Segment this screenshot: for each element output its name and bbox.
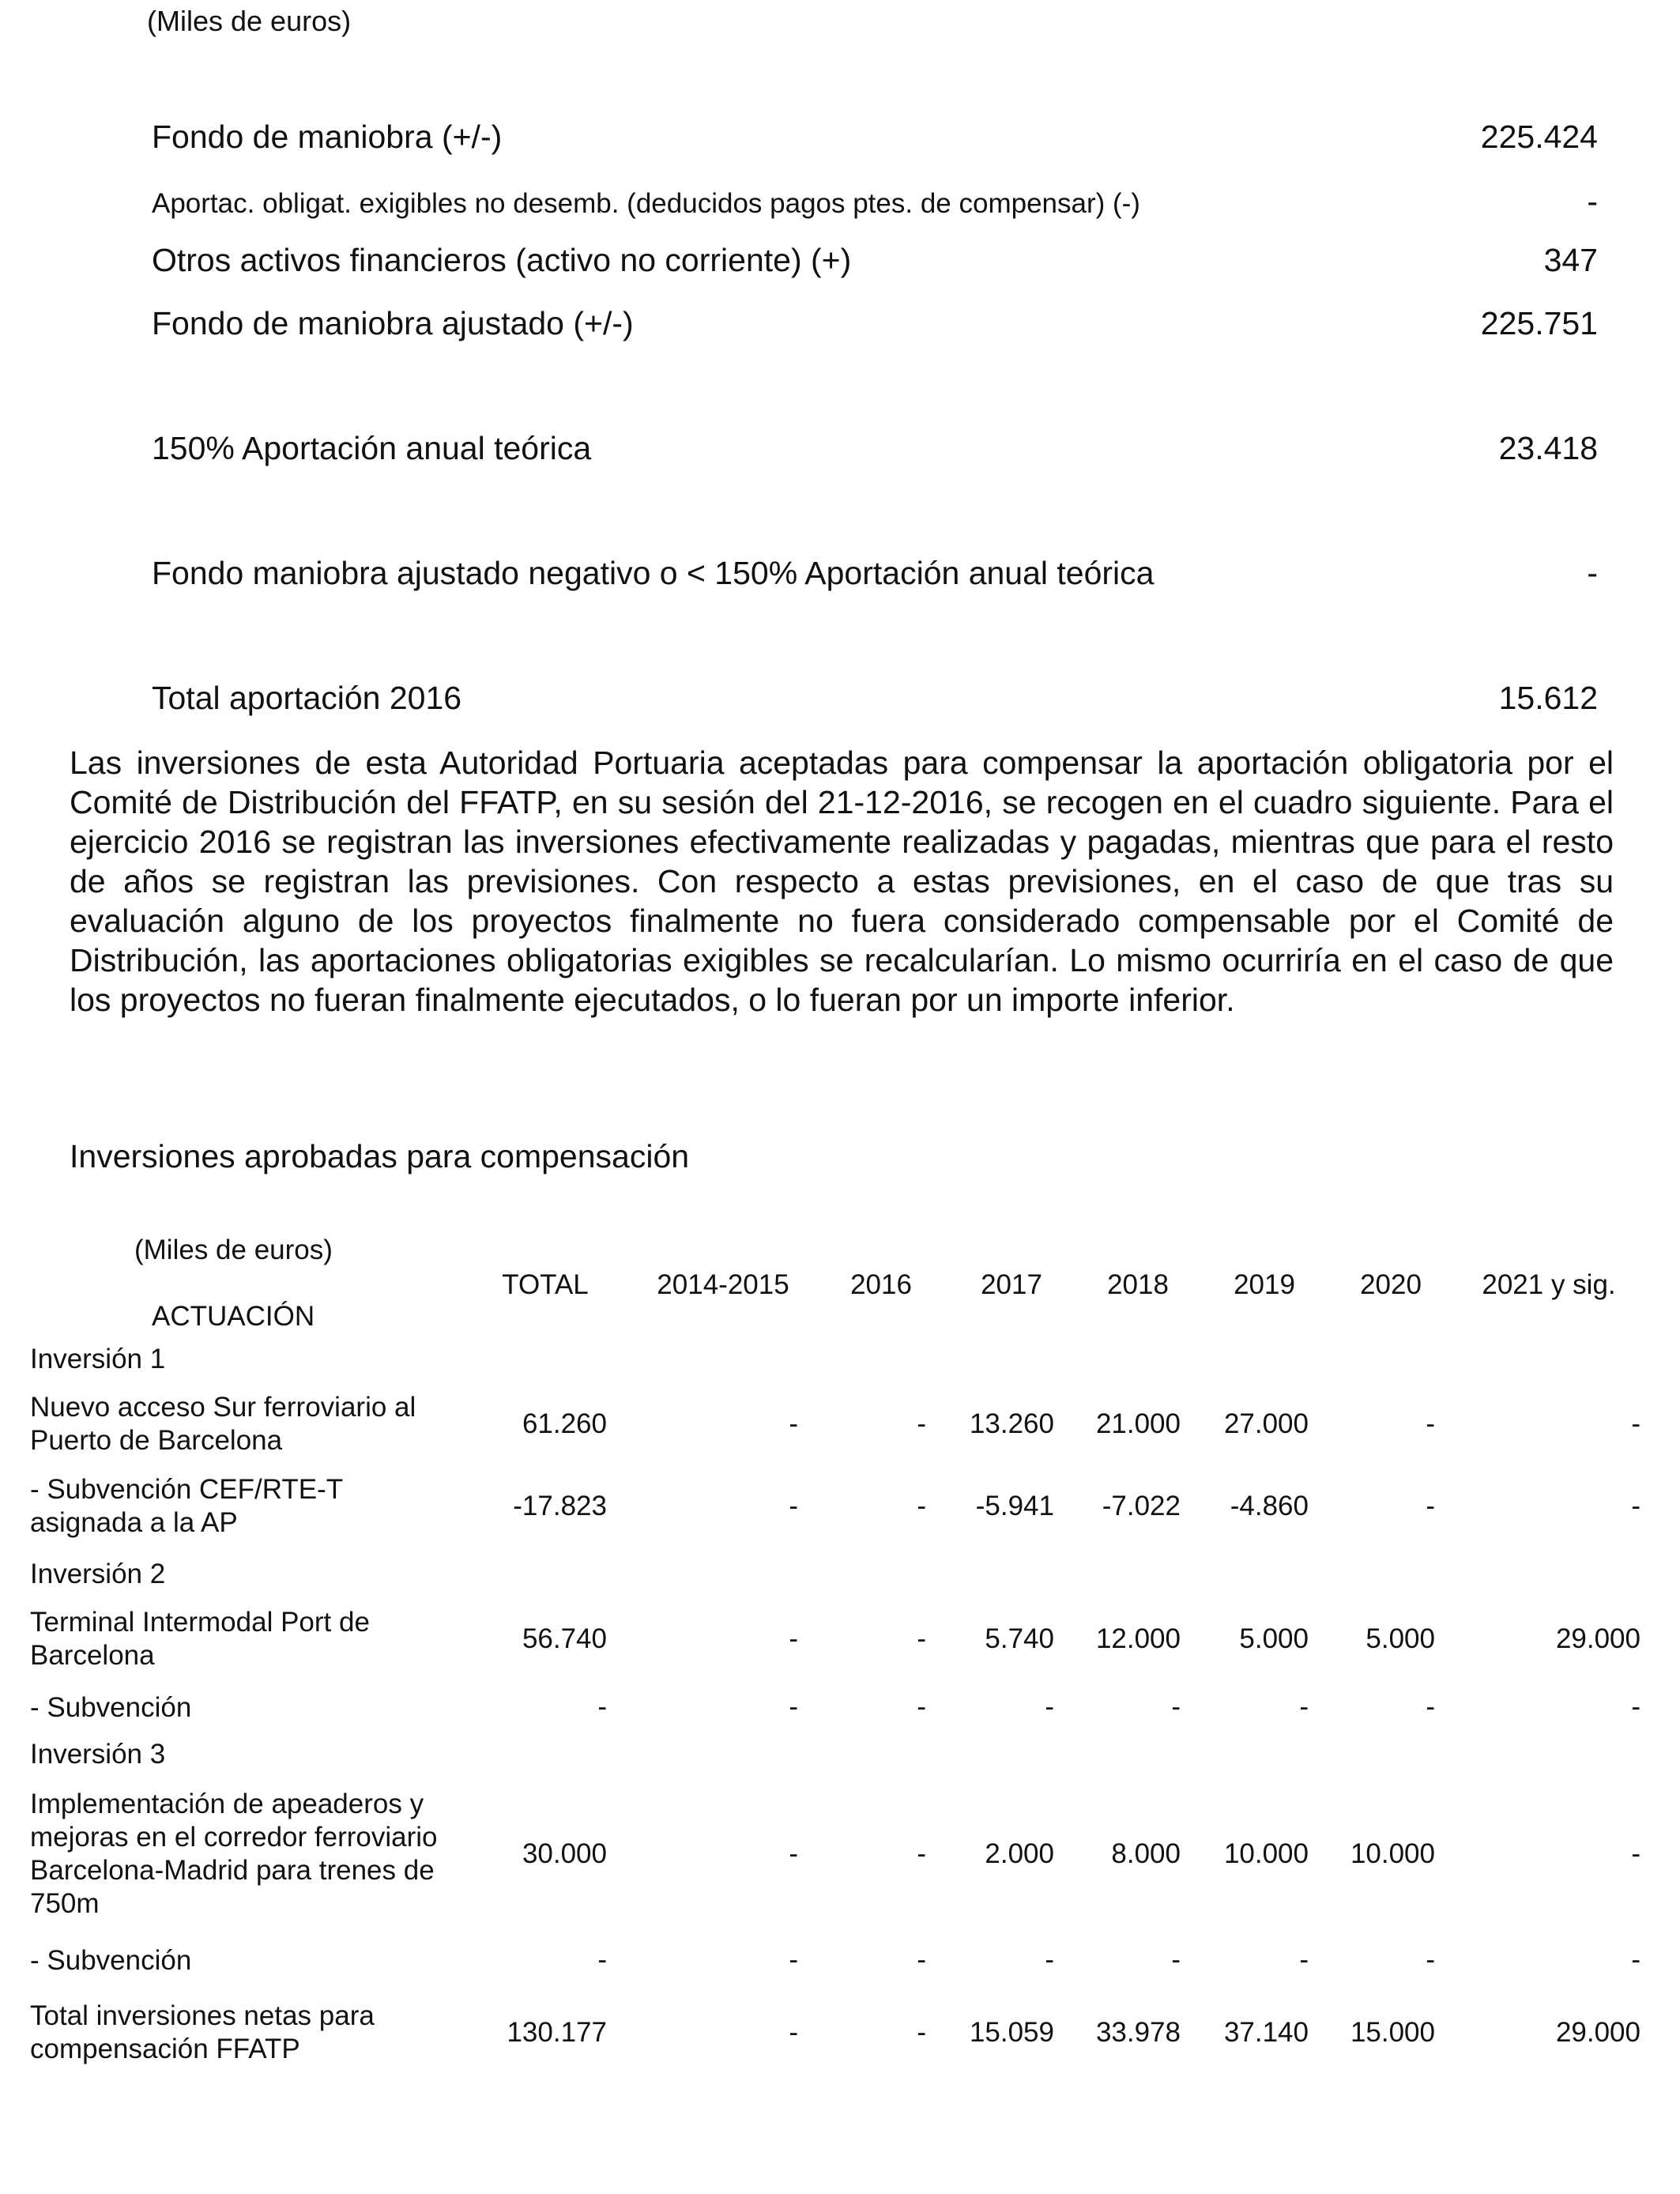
cell-2020: 10.000 [1350, 1838, 1435, 1869]
row-label: Total inversiones netas para compensación FFATP [30, 2000, 375, 2064]
cell-2017: 2.000 [985, 1838, 1054, 1869]
cell-2014-2015: - [789, 1691, 798, 1722]
cell-2018: 21.000 [1095, 1408, 1181, 1439]
col-header-total: TOTAL [502, 1269, 589, 1300]
summary-label: Fondo maniobra ajustado negativo o < 150% Aportación anual teórica [152, 555, 1155, 591]
summary-label: Fondo de maniobra ajustado (+/-) [152, 305, 634, 341]
cell-2018: 33.978 [1095, 2017, 1181, 2048]
cell-2019: - [1299, 1691, 1309, 1722]
cell-2014-2015: - [789, 1623, 798, 1654]
row-label: Implementación de apeaderos y mejoras en el corredor ferroviario Barcelona-Madrid para trenes de 750m [30, 1789, 438, 1919]
col-header-2014-2015: 2014-2015 [657, 1269, 789, 1300]
cell-total: -17.823 [513, 1491, 607, 1521]
summary-value: 23.418 [1498, 430, 1598, 466]
cell-2019: 27.000 [1223, 1408, 1309, 1439]
row-label: - Subvención [30, 1692, 192, 1723]
summary-row-fondo-maniobra [152, 119, 1598, 156]
summary-label: Otros activos financieros (activo no corriente) (+) [152, 242, 852, 278]
row-label: - Subvención [30, 1945, 192, 1976]
cell-2018: - [1171, 1944, 1181, 1975]
cell-2018: 12.000 [1095, 1623, 1181, 1654]
cell-2017: - [1045, 1944, 1054, 1975]
row-label: - Subvención CEF/RTE-T asignada a la AP [30, 1474, 343, 1538]
cell-2018: - [1171, 1691, 1181, 1722]
summary-label: 150% Aportación anual teórica [152, 430, 592, 466]
col-header-2017: 2017 [981, 1269, 1042, 1300]
cell-2020: 15.000 [1350, 2017, 1435, 2048]
units-caption: (Miles de euros) [147, 5, 352, 37]
table-actuacion-header: ACTUACIÓN [152, 1301, 315, 1332]
row-label: Nuevo acceso Sur ferroviario al Puerto de Barcelona [30, 1392, 416, 1456]
col-header-2021-sig: 2021 y sig. [1482, 1269, 1616, 1300]
cell-2016: - [917, 1691, 926, 1722]
cell-2020: - [1426, 1491, 1435, 1521]
section-label-inversion-3: Inversión 3 [30, 1739, 166, 1770]
cell-total: 30.000 [522, 1838, 607, 1869]
cell-2014-2015: - [789, 1944, 798, 1975]
section-label-inversion-2: Inversión 2 [30, 1559, 166, 1589]
cell-2016: - [917, 1838, 926, 1869]
summary-row-fondo-negativo [152, 555, 1598, 592]
cell-2020: 5.000 [1365, 1623, 1435, 1654]
col-header-2016: 2016 [850, 1269, 912, 1300]
col-header-2019: 2019 [1234, 1269, 1295, 1300]
table-heading: Inversiones aprobadas para compensación [70, 1138, 690, 1174]
cell-2021-sig: - [1631, 1944, 1640, 1975]
cell-2016: - [917, 1623, 926, 1654]
summary-label: Total aportación 2016 [152, 680, 462, 716]
cell-2014-2015: - [789, 2017, 798, 2048]
cell-2021-sig: - [1631, 1838, 1640, 1869]
cell-2016: - [917, 1944, 926, 1975]
cell-total: - [597, 1944, 607, 1975]
summary-value: - [1587, 183, 1598, 220]
cell-2014-2015: - [789, 1408, 798, 1439]
cell-2018: 8.000 [1111, 1838, 1181, 1869]
cell-2017: -5.941 [975, 1491, 1054, 1521]
cell-total: - [597, 1691, 607, 1722]
cell-2018: -7.022 [1102, 1491, 1181, 1521]
cell-2016: - [917, 1408, 926, 1439]
cell-2019: -4.860 [1230, 1491, 1309, 1521]
cell-2019: 37.140 [1223, 2017, 1309, 2048]
table-units-caption: (Miles de euros) [134, 1235, 333, 1265]
summary-value: 225.751 [1480, 305, 1598, 341]
summary-row-150-aportacion [152, 430, 1598, 467]
summary-row-fondo-ajustado [152, 305, 1598, 342]
cell-2020: - [1426, 1691, 1435, 1722]
cell-2021-sig: - [1631, 1691, 1640, 1722]
cell-2020: - [1426, 1944, 1435, 1975]
cell-2019: 5.000 [1239, 1623, 1309, 1654]
cell-2020: - [1426, 1408, 1435, 1439]
cell-total: 56.740 [522, 1623, 607, 1654]
section-label-inversion-1: Inversión 1 [30, 1344, 166, 1374]
col-header-2018: 2018 [1107, 1269, 1169, 1300]
summary-value: - [1587, 555, 1598, 591]
cell-2021-sig: 29.000 [1555, 1623, 1640, 1654]
summary-value: 15.612 [1498, 680, 1598, 716]
summary-row-total-aportacion [152, 680, 1598, 717]
summary-value: 225.424 [1480, 119, 1598, 155]
summary-label: Fondo de maniobra (+/-) [152, 119, 503, 155]
summary-label: Aportac. obligat. exigibles no desemb. (deducidos pagos ptes. de compensar) (-) [152, 188, 1140, 219]
cell-2021-sig: - [1631, 1491, 1640, 1521]
cell-2019: - [1299, 1944, 1309, 1975]
cell-2014-2015: - [789, 1838, 798, 1869]
summary-value: 347 [1543, 242, 1598, 278]
cell-2021-sig: 29.000 [1555, 2017, 1640, 2048]
cell-2019: 10.000 [1223, 1838, 1309, 1869]
cell-2014-2015: - [789, 1491, 798, 1521]
cell-2017: - [1045, 1691, 1054, 1722]
cell-total: 130.177 [507, 2017, 607, 2048]
summary-row-otros-activos [152, 242, 1598, 279]
cell-2016: - [917, 2017, 926, 2048]
body-paragraph: Las inversiones de esta Autoridad Portuaria aceptadas para compensar la aportación obligatoria por el Comité de Distribución del FFATP, en su sesión del 21-12-2016, se recogen en el cuadro siguiente. Para el ejercicio 2016 se registran las inversiones efectivamente realizadas y pagadas, mientras que para el resto de años se registran las previsiones. Con respecto a estas previsiones, en el caso de que tras su evaluación alguno de los proyectos finalmente no fuera considerado compensable por el Comité de Distribución, las aportaciones obligatorias exigibles se recalcularían. Lo mismo ocurriría en el caso de que los proyectos no fueran finalmente ejecutados, o lo fueran por un importe inferior. [70, 745, 1614, 1018]
summary-row-aportac-obligat [152, 183, 1598, 221]
cell-2017: 5.740 [985, 1623, 1054, 1654]
row-label: Terminal Intermodal Port de Barcelona [30, 1607, 370, 1671]
cell-2016: - [917, 1491, 926, 1521]
cell-2017: 13.260 [969, 1408, 1054, 1439]
col-header-2020: 2020 [1360, 1269, 1422, 1300]
cell-2021-sig: - [1631, 1408, 1640, 1439]
cell-2017: 15.059 [969, 2017, 1054, 2048]
cell-total: 61.260 [522, 1408, 607, 1439]
